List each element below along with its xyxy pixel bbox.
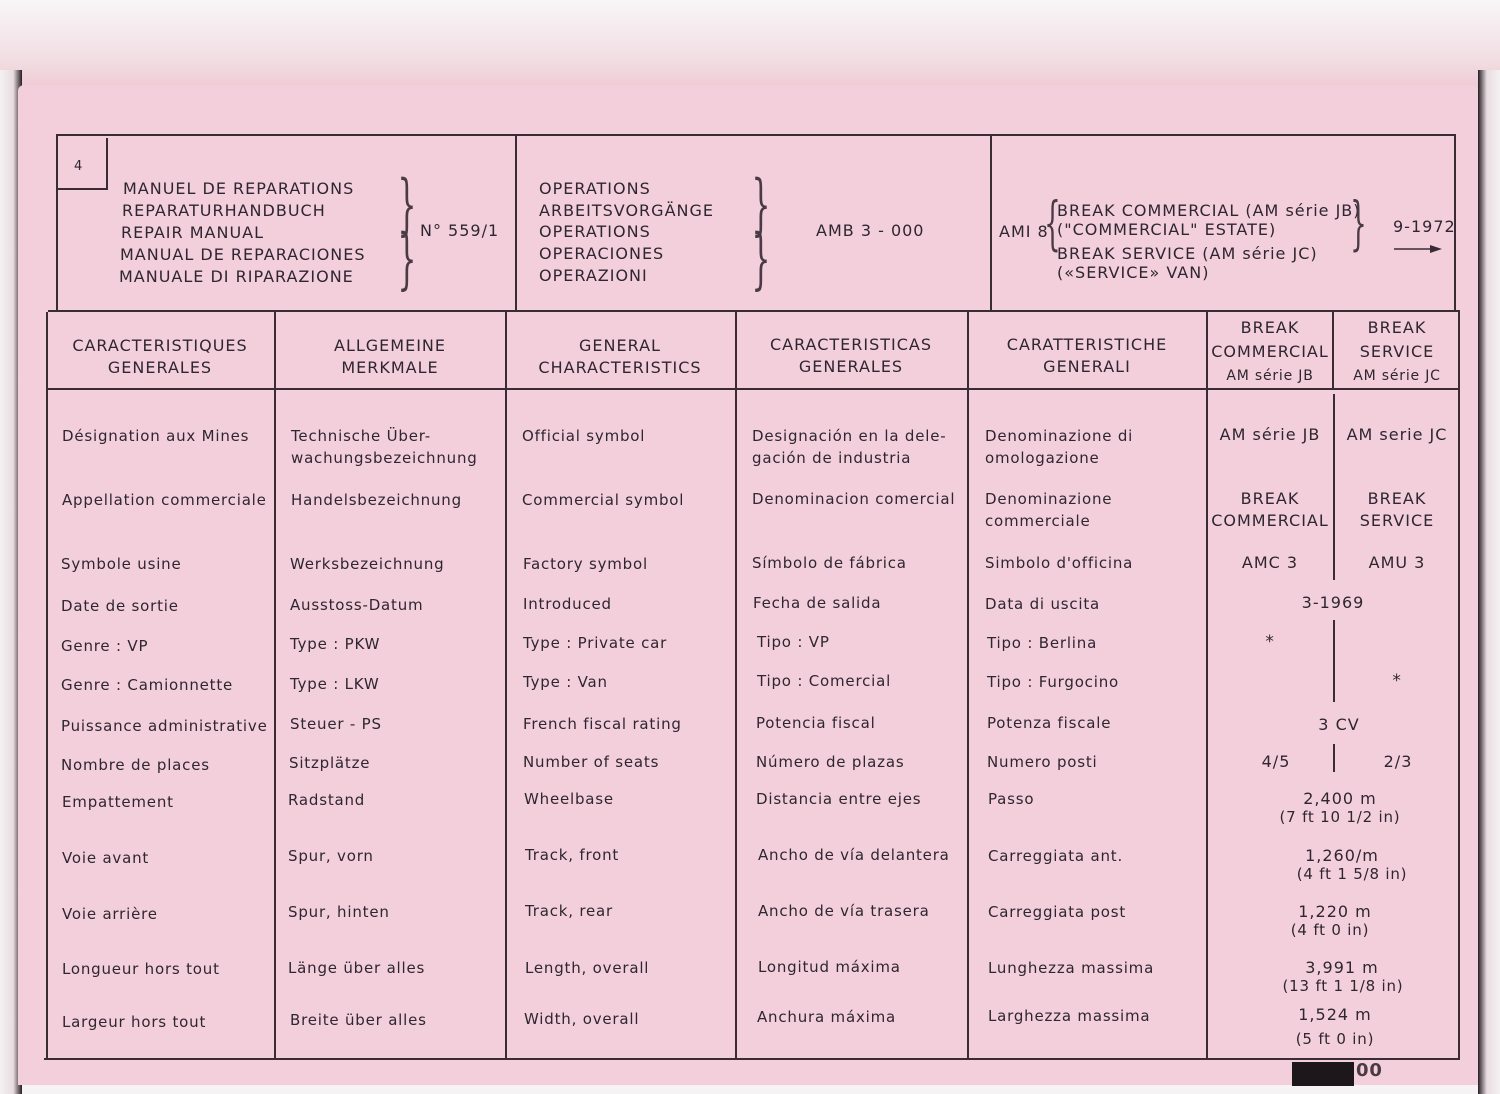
row-de: Radstand: [288, 791, 366, 809]
table-col-border: [46, 312, 48, 1060]
row-value-both: 1,260/m: [1305, 846, 1379, 865]
row-it: Larghezza massima: [988, 1007, 1151, 1025]
row-value-jc: 2/3: [1383, 752, 1413, 771]
page-number: 4: [74, 159, 84, 174]
model-break-service: BREAK SERVICE (AM série JC): [1057, 244, 1318, 263]
row-value-jb: AM série JB: [1219, 425, 1321, 444]
row-es: Tipo : VP: [757, 633, 830, 651]
row-es: Distancia entre ejes: [756, 790, 922, 808]
value-separator: [1333, 394, 1335, 580]
row-value-both: 3-1969: [1301, 593, 1365, 612]
row-value-jc: SERVICE: [1359, 511, 1435, 530]
row-de: Technische Über-: [291, 427, 431, 445]
row-de: Länge über alles: [288, 959, 426, 977]
row-it: Passo: [988, 790, 1035, 808]
row-value-jb: *: [1265, 632, 1275, 652]
row-it: commerciale: [985, 512, 1091, 530]
header-date: 9-1972: [1393, 217, 1456, 236]
row-it: Lunghezza massima: [988, 959, 1155, 977]
row-it: Denominazione: [985, 490, 1113, 508]
page-tab-marker: [1292, 1062, 1354, 1086]
row-es: Símbolo de fábrica: [752, 554, 907, 572]
row-it: Simbolo d'officina: [985, 554, 1134, 572]
row-de: Spur, vorn: [288, 847, 374, 865]
header-top-border: [56, 134, 1456, 136]
column-header-it: GENERALI: [1043, 357, 1131, 376]
row-value-jb: AMC 3: [1241, 553, 1299, 572]
row-en: Introduced: [523, 595, 612, 613]
row-value-both: 2,400 m: [1303, 789, 1377, 808]
row-it: Denominazione di: [985, 427, 1134, 445]
model-break-commercial: BREAK COMMERCIAL (AM série JB): [1057, 201, 1361, 220]
column-header-jb: AM série JB: [1226, 368, 1314, 384]
row-it: Tipo : Furgocino: [987, 673, 1119, 691]
row-value-both: (5 ft 0 in): [1295, 1030, 1375, 1048]
row-es: Ancho de vía trasera: [758, 902, 930, 920]
row-fr: Symbole usine: [61, 555, 182, 573]
table-col-border: [274, 312, 276, 1060]
row-es: Potencia fiscal: [756, 714, 876, 732]
row-it: Numero posti: [987, 753, 1098, 771]
manual-title-it: MANUALE DI RIPARAZIONE: [119, 267, 354, 286]
row-fr: Largeur hors tout: [62, 1013, 207, 1031]
column-header-de: ALLGEMEINE: [334, 336, 446, 355]
row-it: Potenza fiscale: [987, 714, 1112, 732]
manual-title-es: MANUAL DE REPARACIONES: [120, 245, 366, 264]
row-value-both: 3,991 m: [1305, 958, 1379, 977]
row-fr: Voie arrière: [62, 905, 158, 923]
brace-left-icon: {: [1044, 189, 1061, 257]
column-header-jc: SERVICE: [1359, 342, 1435, 361]
row-it: Carreggiata post: [988, 903, 1127, 921]
row-en: Width, overall: [524, 1010, 640, 1028]
row-es: Designación en la dele-: [752, 427, 947, 445]
row-fr: Genre : Camionnette: [61, 676, 234, 694]
column-header-jb: BREAK: [1240, 318, 1300, 337]
row-de: Type : PKW: [290, 635, 381, 653]
row-it: Data di uscita: [985, 595, 1101, 613]
row-es: Ancho de vía delantera: [758, 846, 950, 864]
header-divider-1: [515, 134, 517, 312]
table-col-border: [967, 312, 969, 1060]
row-en: Commercial symbol: [522, 491, 685, 509]
column-header-it: CARATTERISTICHE: [1006, 335, 1168, 354]
table-col-border: [1458, 312, 1460, 1060]
model-service-van: («SERVICE» VAN): [1057, 263, 1210, 282]
row-value-both: (4 ft 0 in): [1290, 921, 1370, 939]
row-de: Handelsbezeichnung: [291, 491, 462, 509]
manual-title-de: REPARATURHANDBUCH: [122, 201, 326, 220]
operations-it: OPERAZIONI: [539, 266, 648, 285]
row-fr: Appellation commerciale: [62, 491, 267, 509]
row-fr: Voie avant: [62, 849, 150, 867]
row-value-both: (13 ft 1 1/8 in): [1282, 977, 1404, 995]
row-de: Steuer - PS: [290, 715, 382, 733]
operations-fr: OPERATIONS: [539, 179, 651, 198]
row-en: French fiscal rating: [523, 715, 682, 733]
row-es: Denominacion comercial: [752, 490, 956, 508]
manual-number: N° 559/1: [420, 221, 500, 240]
column-header-de: MERKMALE: [341, 358, 439, 377]
row-value-jc: AMU 3: [1368, 553, 1426, 572]
row-fr: Empattement: [62, 793, 174, 811]
row-value-both: 1,524 m: [1298, 1005, 1372, 1024]
row-fr: Date de sortie: [61, 597, 179, 615]
column-header-jc: AM série JC: [1353, 368, 1441, 384]
row-value-both: (4 ft 1 5/8 in): [1296, 865, 1408, 883]
table-col-border: [505, 312, 507, 1060]
row-es: gación de industria: [752, 449, 912, 467]
column-header-es: GENERALES: [798, 357, 904, 376]
table-col-border: [1332, 312, 1334, 390]
model-prefix: AMI 8: [999, 222, 1049, 241]
operation-code: AMB 3 - 000: [816, 221, 925, 240]
table-col-border: [735, 312, 737, 1060]
row-en: Type : Van: [523, 673, 608, 691]
table-header-bottom-border: [46, 388, 1460, 390]
row-de: Type : LKW: [290, 675, 380, 693]
row-fr: Genre : VP: [61, 637, 149, 655]
brace-right-icon: }: [397, 166, 417, 243]
row-en: Wheelbase: [524, 790, 614, 808]
row-fr: Nombre de places: [61, 756, 210, 774]
row-es: Fecha de salida: [753, 594, 882, 612]
row-value-jb: 4/5: [1261, 752, 1291, 771]
brace-right-icon: }: [397, 220, 417, 297]
column-header-fr: CARACTERISTIQUES: [72, 336, 248, 355]
row-de: wachungsbezeichnung: [291, 449, 478, 467]
binder-top: [0, 0, 1500, 90]
row-value-jc: *: [1392, 671, 1402, 691]
row-de: Ausstoss-Datum: [290, 596, 424, 614]
column-header-jb: COMMERCIAL: [1211, 342, 1329, 361]
row-es: Número de plazas: [756, 753, 905, 771]
footer-code: 00: [1356, 1060, 1383, 1081]
row-value-both: 1,220 m: [1298, 902, 1372, 921]
row-en: Length, overall: [525, 959, 650, 977]
value-separator: [1333, 744, 1335, 772]
header-bottom-border: [48, 310, 1460, 312]
row-de: Sitzplätze: [289, 754, 371, 772]
manual-title-en: REPAIR MANUAL: [121, 223, 265, 242]
binder-right-edge: [1478, 70, 1500, 1094]
manual-title-fr: MANUEL DE REPARATIONS: [123, 179, 355, 198]
row-value-jc: AM serie JC: [1346, 425, 1448, 444]
column-header-es: CARACTERISTICAS: [769, 335, 933, 354]
row-es: Anchura máxima: [757, 1008, 897, 1026]
row-en: Factory symbol: [523, 555, 648, 573]
row-en: Type : Private car: [523, 634, 668, 652]
arrow-right-icon: [1392, 242, 1444, 256]
row-es: Tipo : Comercial: [757, 672, 892, 690]
row-value-both: (7 ft 10 1/2 in): [1279, 808, 1401, 826]
row-it: Carreggiata ant.: [988, 847, 1124, 865]
row-fr: Désignation aux Mines: [62, 427, 250, 445]
brace-right-icon: }: [751, 220, 771, 297]
row-value-jb: BREAK: [1240, 489, 1300, 508]
row-de: Breite über alles: [290, 1011, 427, 1029]
column-header-fr: GENERALES: [107, 358, 213, 377]
model-commercial-estate: ("COMMERCIAL" ESTATE): [1057, 220, 1277, 239]
row-de: Spur, hinten: [288, 903, 390, 921]
row-en: Number of seats: [523, 753, 660, 771]
brace-right-icon: }: [751, 166, 771, 243]
value-separator: [1333, 620, 1335, 702]
row-it: omologazione: [985, 449, 1100, 467]
row-value-jb: COMMERCIAL: [1211, 511, 1329, 530]
operations-en: OPERATIONS: [539, 222, 651, 241]
row-value-both: 3 CV: [1318, 715, 1360, 734]
column-header-jc: BREAK: [1367, 318, 1427, 337]
row-en: Track, rear: [525, 902, 614, 920]
row-en: Official symbol: [522, 427, 646, 445]
operations-es: OPERACIONES: [539, 244, 665, 263]
header-divider-2: [990, 134, 992, 312]
row-fr: Longueur hors tout: [62, 960, 220, 978]
brace-right-icon: }: [1350, 189, 1367, 257]
row-es: Longitud máxima: [758, 958, 901, 976]
row-value-jc: BREAK: [1367, 489, 1427, 508]
row-fr: Puissance administrative: [61, 717, 268, 735]
row-de: Werksbezeichnung: [290, 555, 445, 573]
operations-de: ARBEITSVORGÄNGE: [539, 201, 714, 220]
row-it: Tipo : Berlina: [987, 634, 1098, 652]
column-header-en: GENERAL: [579, 336, 661, 355]
column-header-en: CHARACTERISTICS: [538, 358, 702, 377]
table-bottom-border: [44, 1058, 1460, 1060]
row-en: Track, front: [525, 846, 620, 864]
